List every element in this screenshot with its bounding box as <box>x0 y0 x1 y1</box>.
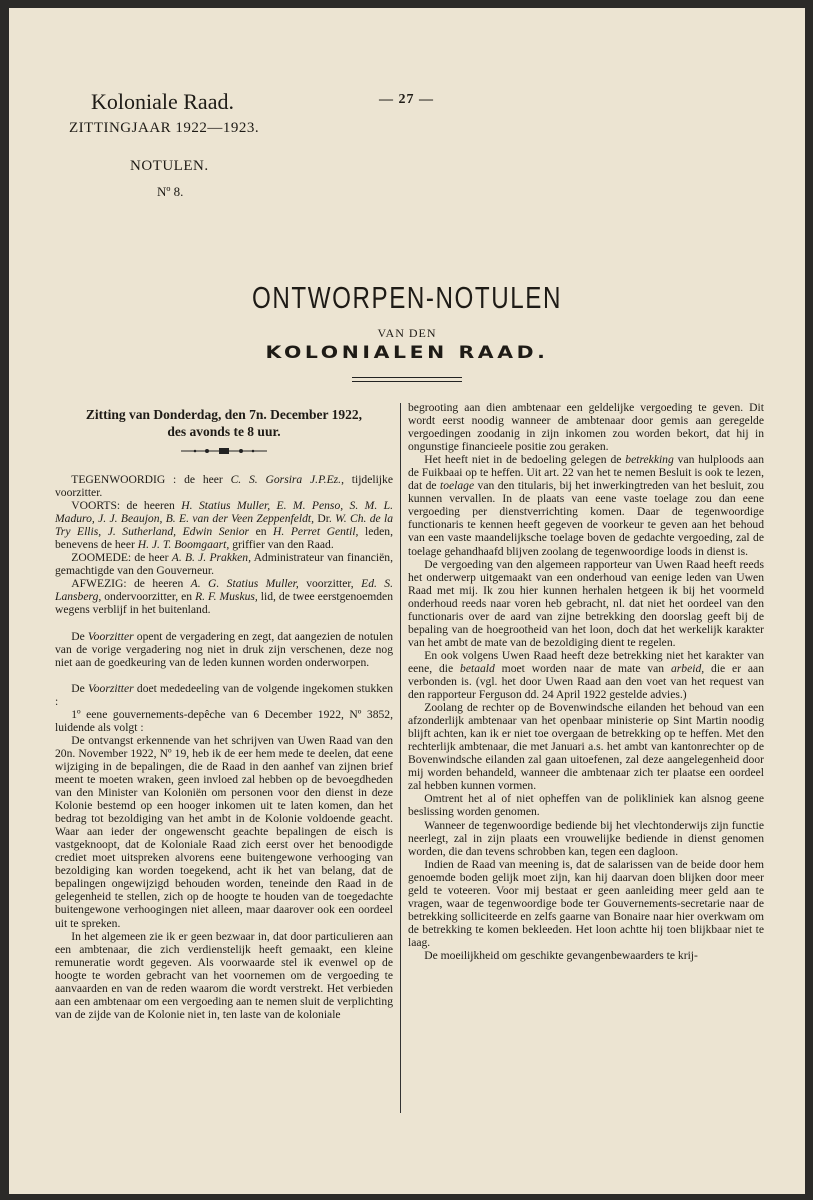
paragraph-opening <box>55 630 393 669</box>
text-run: arbeid, <box>670 661 705 675</box>
text-run: ondervoorzitter, en <box>101 590 196 604</box>
paragraph-depeche: 1º eene gouvernements-depêche van 6 December 1922, Nº 3852, luidende als volgt : <box>55 707 393 734</box>
text-run: De <box>71 681 88 695</box>
text-run: toelage <box>439 479 475 493</box>
text-run: R. F. Muskus, <box>195 590 258 604</box>
attendance-members <box>55 499 393 551</box>
paragraph-right-9: De moeilijkheid om geschikte gevangenbewaarders te krij- <box>424 948 698 962</box>
attendance-also <box>55 551 393 577</box>
paragraph-letter-1: De ontvangst erkennende van het schrijven van Uwen Raad van den 20n. November 1922, Nº 19, heb ik de eer hem mede te deelen, dat eene wijziging in de bepalingen, die de Raad in den aanhef van zijnen brief meent te moeten wraken, geen invloed zal hebben op de bevoegdheden van den Minister van Koloniën om personen voor den dienst in deze Kolonie bestemd op een hooger inkomen uit te laten komen, dan het bedrag tot bezoldiging van het ambt in de Kolonie voldoende geacht. Waar aan ieder der ongewenscht geachte bepalingen de eisch is vastgeknoopt, dat de Koloniale Raad zich eerst over het benoodigde crediet moet uitspreken alvorens eene buitengewone verhooging van bezoldiging kan worden toegekend, acht ik het van belang, dat de bepalingen ongewijzigd behouden worden, teneinde den Raad in de gelegenheid te stellen, zich op de hoogte te houden van de toegedachte buitengewone verhoogingen niet alleen, maar daarover ook een oordeel uit te spreken. <box>55 733 393 930</box>
text-run: En ook volgens Uwen Raad heeft deze betrekking niet het karakter van eene, die <box>408 648 764 675</box>
text-run: Voorzitter <box>87 629 134 643</box>
paragraph-right-3: De vergoeding van den algemeen rapporteur van Uwen Raad heeft reeds het onderwerp uitgemaakt van een onderhoud van eenige leden van Uwen Raad met mij. Ik zou hier kunnen herhalen hetgeen ik bij het voormeld onderhoud reeds naar voren heb gebracht, nl. dat niet het oordeel van den functionaris over de aard van zijne betrekking den doorslag geeft bij de bepaling van de hoegrootheid van het loon, doch dat het werkelijk karakter van het ambt de mate van de bezoldiging dient te regelen. <box>408 557 764 649</box>
text-run: opent de vergadering en zegt, dat aangezien de notulen van de vorige vergadering nog niet in druk zijn verschenen, deze nog niet aan de goedkeuring van de leden kunnen worden onderworpen. <box>55 629 393 669</box>
document-page <box>9 8 805 1194</box>
text-run: Ed. S. Lansberg, <box>55 577 393 604</box>
main-title: ONTWORPEN-NOTULEN <box>252 280 562 315</box>
text-run: , tijdelijke voorzitter. <box>55 473 393 500</box>
paragraph-right-8: Indien de Raad van meening is, dat de salarissen van de beide door hem genoemde boden gelijk moet zijn, kan hij daarvan doen blijken door meer geld te voteeren. Voor mij bestaat er geen aanleiding meer geld aan te vragen, waar de tegenwoordige bode ter Gouvernements-secretarie naar de betrekking solliciteerde en zelfs gaarne van Bonaire naar hier overkwam om de betrekking te komen bekleeden. Het loon achtte hij toen blijkbaar niet te laag. <box>408 857 764 949</box>
text-run: Voorzitter <box>87 681 134 695</box>
text-run: W. Ch. de la Try Ellis, J. Sutherland, Edwin Senior <box>55 512 393 539</box>
page-number: — 27 — <box>379 92 434 107</box>
issue-number: Nº 8. <box>157 184 184 199</box>
title-rule-bottom <box>352 381 462 382</box>
meeting-heading-line2: des avonds te 8 uur. <box>167 424 281 439</box>
council-name: Koloniale Raad. <box>91 89 234 114</box>
text-run: doet mededeeling van de volgende ingekomen stukken : <box>55 681 393 708</box>
text-run: van hulploods aan de Fuikbaai op te heffen. Uit art. 22 van het te nemen Besluit is ook te lezen, dat de <box>408 453 764 493</box>
paragraph-right-6: Omtrent het al of niet opheffen van de polikliniek kan alsnog geene beslissing worden genomen. <box>408 792 764 819</box>
text-run: TEGENWOORDIG : de heer <box>71 473 231 486</box>
text-run: betrekking <box>625 453 674 467</box>
text-run: betaald <box>460 661 495 675</box>
text-run: De <box>71 629 88 643</box>
paragraph-right-1: begrooting aan dien ambtenaar een geldelijke vergoeding te geven. Dit wordt eerst noodig wanneer de ambtenaar door gemis aan geregelde vergoedingen zoodanig in zijn inkomen zou worden bekort, dat hij in ongunstige financieele positie zou geraken. <box>408 401 764 454</box>
paragraph-letter-2: In het algemeen zie ik er geen bezwaar in, dat door particulieren aan een ambtenaar, die zich verdienstelijk heeft gemaakt, een kleine remuneratie wordt gegeven. Als voorwaarde stel ik evenwel op de hoogte te worden gebracht van het voornemen om de vergoeding te aanvaarden en van de reden waarom die wordt verstrekt. Het verbieden aan een ambtenaar om een vergoeding aan te nemen sluit de verplichting van de zijde van de Kolonie niet in, ten laste van de koloniale <box>55 929 393 1021</box>
text-run: Het heeft niet in de bedoeling gelegen de <box>424 453 626 467</box>
text-run: van den titularis, bij het inwerkingtreden van het besluit, zou kunnen vervallen. In de plaats van eene vaste toelage zou dan eene vergoeding per dienstverrichting komen. Daar de tegenwoordige functionaris te kennen heeft gegeven de voorkeur te geven aan het behoud van een vaste maandelijksche toelage boven de gedachte vergoeding, zal de toelage gehandhaafd blijven zoolang de tegenwoordige loods in dienst is. <box>408 479 764 558</box>
ornament-icon <box>179 446 269 456</box>
text-run: voorzitter, <box>298 577 362 591</box>
session-year: ZITTINGJAAR 1922—1923. <box>69 120 260 136</box>
text-run: en <box>249 525 274 539</box>
meeting-heading-line1: Zitting van Donderdag, den 7n. December 1922, <box>85 407 363 422</box>
paragraph-right-5: Zoolang de rechter op de Bovenwindsche eilanden het behoud van een afzonderlijk ambtenaar van het openbaar ministerie op Sint Martin noodig blijft achten, kan ik er niet toe overgaan de betrekking op te heffen. Met den rechterlijk ambtenaar, die met Januari a.s. het ambt van kantonrechter op de Bovenwindsche eilanden zal gaan uitoefenen, zal deze aangelegenheid door mij worden behandeld, wanneer die ambtenaar zich ter plaatse een oordeel zal hebben kunnen vormen. <box>408 701 764 793</box>
text-run: AFWEZIG: de heeren <box>71 577 191 591</box>
text-run: VOORTS: de heeren <box>71 499 182 513</box>
text-run: C. S. Gorsira J.P.Ez. <box>230 473 342 486</box>
right-column <box>408 401 764 962</box>
text-run: moet worden naar de mate van <box>494 661 671 675</box>
paragraph-right-2 <box>408 453 764 557</box>
title-van-den: VAN DEN <box>377 326 437 340</box>
attendance-present <box>55 473 393 499</box>
text-run: H. J. T. Boomgaart, <box>137 538 230 552</box>
meeting-heading <box>55 406 393 440</box>
paragraph-announcement <box>55 682 393 708</box>
notulen-label: NOTULEN. <box>130 158 209 174</box>
title-rule-top <box>352 377 462 378</box>
text-run: A. G. Statius Muller, <box>190 577 299 591</box>
text-run: griffier van den Raad. <box>229 538 334 552</box>
ornament-divider <box>55 446 393 456</box>
text-run: H. Statius Muller, E. M. Penso, S. M. L. Maduro, J. J. Beaujon, B. E. van der Veen Zeppenfeldt, <box>55 499 394 526</box>
text-run: lid, de twee eerstgenoemden wegens verblijf in het buitenland. <box>55 590 394 617</box>
title-council: KOLONIALEN RAAD. <box>265 343 549 363</box>
text-run: leden, benevens de heer <box>55 525 393 552</box>
attendance-absent <box>55 577 393 616</box>
text-run: A. B. J. Prakken, <box>171 551 251 565</box>
text-run: H. Perret Gentil, <box>273 525 359 539</box>
text-run: Administrateur van financiën, gemachtigde van den Gouverneur. <box>55 551 393 578</box>
text-run: ZOOMEDE: de heer <box>71 551 172 565</box>
text-run: Dr. <box>314 512 336 526</box>
paragraph-right-7: Wanneer de tegenwoordige bediende bij het vlechtonderwijs zijn functie neerlegt, zal in zijn plaats een vrouwelijke bediende in dienst genomen worden, die dan tevens schrobben kan, tegen een dagloon. <box>408 818 764 858</box>
text-run: die er aan verbonden is. (vgl. het door Uwen Raad aan den voet van het request van den rapporteur Ferguson dd. 24 April 1922 gestelde advies.) <box>408 661 765 702</box>
left-column <box>55 401 393 1021</box>
column-divider <box>400 403 401 1113</box>
paragraph-right-4 <box>408 649 764 701</box>
